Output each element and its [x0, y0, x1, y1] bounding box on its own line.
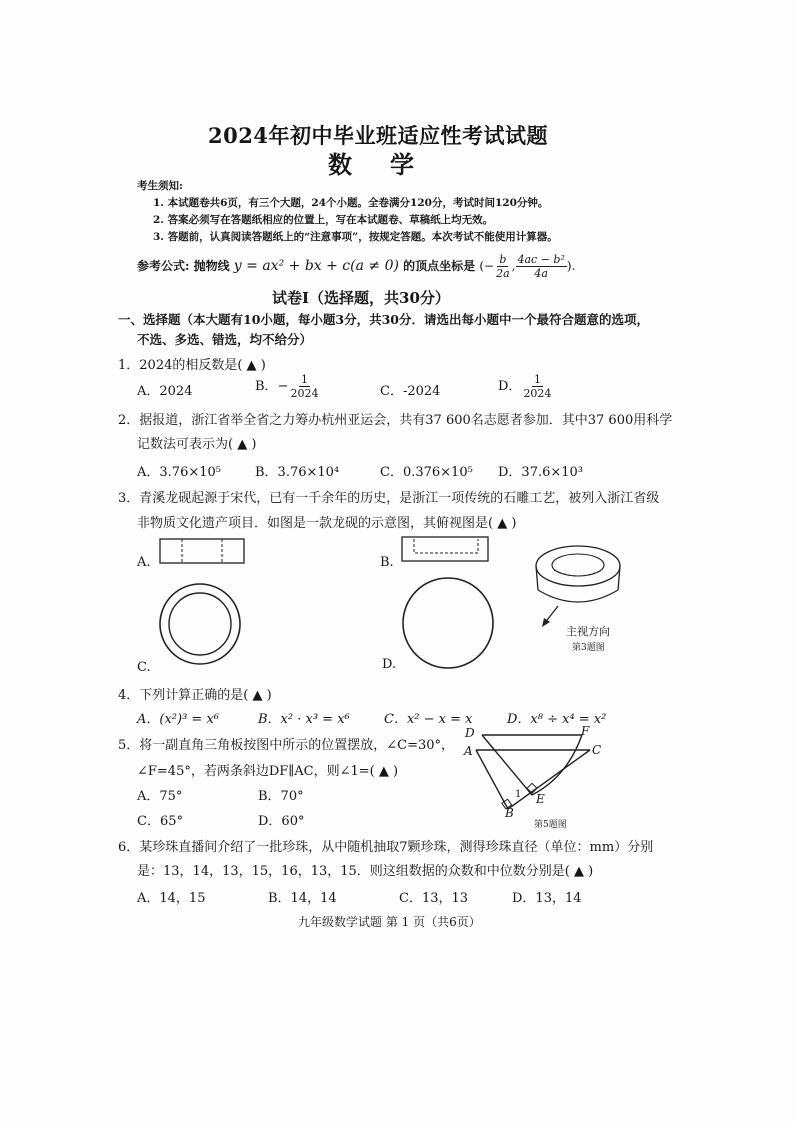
q1-option-b-label: B． — [255, 379, 278, 394]
q3-option-d-figure — [400, 575, 496, 671]
q6-option-b: B．14，14 — [268, 891, 337, 906]
q4-option-c: C．x² − x = x — [384, 712, 473, 727]
q6-option-a: A．14，15 — [137, 891, 206, 906]
q5-label-b: B — [505, 806, 514, 820]
q4-stem: 4．下列计算正确的是( ▲ ) — [118, 688, 272, 703]
formula-frac2-den: 4a — [534, 267, 548, 280]
formula-label: 参考公式: 抛物线 — [137, 259, 230, 273]
page-footer: 九年级数学试题 第 1 页（共6页） — [298, 915, 481, 929]
q2-option-a: A．3.76×10⁵ — [137, 465, 221, 480]
formula-expression: y = ax² + bx + c(a ≠ 0) — [233, 258, 399, 274]
q3-option-a-label: A. — [137, 555, 151, 570]
q6-stem-line-2: 是：13，14，13，15，16，13，15．则这组数据的众数和中位数分别是( ▲ ) — [137, 864, 594, 879]
q4-option-d: D．x⁸ ÷ x⁴ = x² — [507, 712, 607, 727]
q6-option-d: D．13，14 — [512, 891, 582, 906]
q3-option-c-figure — [156, 579, 244, 669]
formula-frac1-den: 2a — [496, 267, 510, 280]
q3-stem-line-2: 非物质文化遗产项目．如图是一款龙砚的示意图，其俯视图是( ▲ ) — [137, 516, 517, 531]
q5-label-c: C — [592, 743, 602, 757]
q5-option-d: D．60° — [258, 814, 305, 829]
notice-heading: 考生须知: — [137, 180, 183, 192]
q1-option-a: A．2024 — [137, 384, 193, 399]
section-instruction-1: 一、选择题（本大题有10小题，每小题3分，共30分．请选出每小题中一个最符合题意的选项， — [118, 312, 649, 327]
q1-stem: 1．2024的相反数是( ▲ ) — [118, 358, 266, 373]
notice-item-3: 3. 答题前，认真阅读答题纸上的“注意事项”，按规定答题。本次考试不能使用计算器。 — [153, 231, 558, 243]
q5-option-c: C．65° — [137, 814, 183, 829]
q3-option-d-label: D. — [382, 657, 397, 672]
notice-item-2: 2. 答案必须写在答题纸相应的位置上，写在本试题卷、草稿纸上均无效。 — [153, 214, 494, 226]
q3-option-b-label: B. — [380, 555, 394, 570]
q2-stem-line-1: 2．据报道，浙江省举全省之力筹办杭州亚运会，共有37 600名志愿者参加．其中37 600用科学 — [118, 413, 673, 428]
q5-triangle-figure — [462, 722, 612, 832]
q1-option-c: C．-2024 — [380, 384, 441, 399]
q2-stem-line-2: 记数法可表示为( ▲ ) — [137, 437, 257, 452]
q3-stem-line-1: 3．青溪龙砚起源于宋代，已有一千余年的历史，是浙江一项传统的石雕工艺，被列入浙江省级 — [118, 491, 660, 506]
q5-angle-1-label: 1 — [515, 789, 522, 800]
q5-option-a: A．75° — [137, 789, 183, 804]
q3-option-b-figure — [400, 535, 492, 565]
subject-title: 数学 — [328, 150, 452, 179]
section-instruction-2: 不选、多选、错选，均不给分） — [137, 332, 313, 347]
q6-option-c: C．13，13 — [399, 891, 469, 906]
q3-option-c-label: C. — [137, 660, 151, 675]
reference-formula: 参考公式: 抛物线 y = ax² + bx + c(a ≠ 0) 的顶点坐标是 (− $\frac{b}{2a}$ , $\frac{\text{4ac − b²}}{4a}$ ). — [137, 253, 576, 280]
formula-frac2-num: 4ac − b² — [517, 253, 565, 266]
q4-option-b: B．x² · x³ = x⁶ — [258, 712, 350, 727]
q3-option-a-figure — [158, 537, 248, 567]
formula-frac1-num: b — [499, 253, 507, 266]
q2-option-c: C．0.376×10⁵ — [380, 465, 473, 480]
q6-stem-line-1: 6．某珍珠直播间介绍了一批珍珠，从中随机抽取7颗珍珠，测得珍珠直径（单位：mm）分别 — [118, 840, 654, 855]
formula-middle: 的顶点坐标是 — [403, 259, 476, 273]
exam-title: 2024年初中毕业班适应性考试试题 — [208, 123, 548, 148]
q5-stem-line-2: ∠F=45°，若两条斜边DF∥AC，则∠1=( ▲ ) — [137, 764, 399, 779]
q1-option-b-den: 2024 — [290, 387, 319, 400]
q1-option-d-den: 2024 — [523, 387, 552, 400]
q5-stem-line-1: 5．将一副直角三角板按图中所示的位置摆放，∠C=30°， — [118, 738, 455, 753]
q5-option-b: B．70° — [258, 789, 304, 804]
notice-item-1: 1. 本试题卷共6页，有三个大题，24个小题。全卷满分120分，考试时间120分钟。 — [153, 197, 549, 209]
section-title: 试卷Ⅰ（选择题，共30分） — [272, 289, 450, 307]
q2-option-d: D．37.6×10³ — [498, 465, 584, 480]
q1-option-d — [498, 373, 553, 400]
q2-option-b: B．3.76×10⁴ — [255, 465, 340, 480]
q1-option-d-label: D． — [498, 379, 522, 394]
q4-option-a: A．(x²)³ = x⁶ — [137, 712, 219, 727]
q5-label-f: F — [581, 724, 590, 738]
q5-label-a: A — [464, 744, 473, 758]
q1-option-b-num: 1 — [300, 373, 308, 386]
q5-label-e: E — [536, 792, 545, 806]
q3-figure-caption: 第3题图 — [572, 643, 605, 653]
q5-figure-caption: 第5题图 — [534, 820, 567, 830]
q5-label-d: D — [465, 726, 475, 740]
q1-option-b: B．− $\frac{1}{2024}$ — [255, 373, 319, 400]
q1-option-d-num: 1 — [533, 373, 541, 386]
q3-view-direction-label: 主视方向 — [566, 625, 610, 638]
